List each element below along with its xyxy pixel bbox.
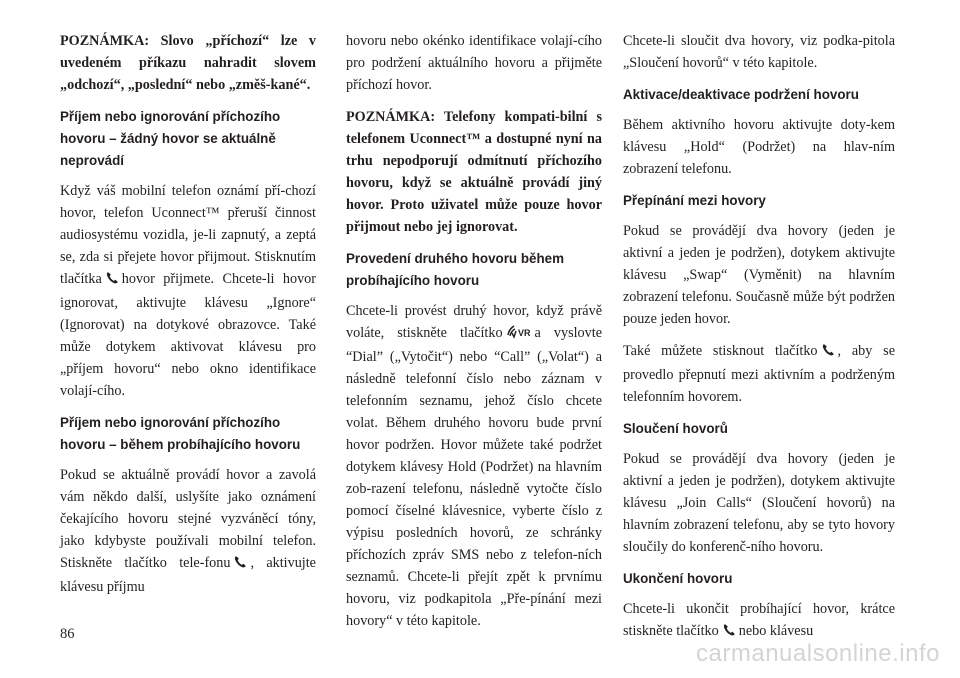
phone-icon: [821, 342, 835, 364]
note-incoming-word: POZNÁMKA: Slovo „příchozí“ lze v uvedeném příkazu nahradit slovem „odchozí“, „poslední“ nebo „změš-kané“.: [60, 33, 316, 93]
heading-swap: Přepínání mezi hovory: [623, 193, 766, 208]
watermark: carmanualsonline.info: [696, 640, 940, 667]
page-number: 86: [60, 626, 75, 642]
paragraph-hold: Během aktivního hovoru aktivujte doty-kem klávesu „Hold“ (Podržet) na hlav-ním zobrazení telefonu.: [623, 117, 895, 177]
paragraph-join-reference: Chcete-li sloučit dva hovory, viz podka-pitola „Sloučení hovorů“ v této kapitole.: [623, 33, 895, 71]
heading-join: Sloučení hovorů: [623, 421, 728, 436]
paragraph-end-call: Chcete-li ukončit probíhající hovor, krátce stiskněte tlačítko nebo klávesu: [623, 598, 895, 644]
heading-answer-during-call: Příjem nebo ignorování příchozího hovoru – během probíhajícího hovoru: [60, 415, 301, 452]
heading-end-call: Ukončení hovoru: [623, 571, 733, 586]
voice-recognition-icon: [506, 323, 532, 346]
note-compatible-phones: POZNÁMKA: Telefony kompati-bilní s telefonem Uconnect™ a dostupné nyní na trhu nepodporují odmítnutí příchozího hovoru, když se aktuálně provádí jiný hovor. Proto uživatel může pouze hovor přijmout nebo jej ignorovat.: [346, 109, 602, 235]
paragraph-swap-button: Také můžete stisknout tlačítko , aby se provedlo přepnutí mezi aktivním a podrženým telefonním hovorem.: [623, 343, 895, 405]
column-2: [346, 30, 602, 642]
paragraph-answer-during-call: Pokud se aktuálně provádí hovor a zavolá vám někdo další, uslyšíte jako oznámení čekajícího hovoru stejné vyzváněcí tóny, jako kdybyste používali mobilní telefon. Stiskněte tlačítko tele-fonu , aktivujte klávesu příjmu: [60, 467, 316, 595]
column-3: [623, 30, 895, 654]
paragraph-continuation: hovoru nebo okénko identifikace volají-cího pro podržení aktuálního hovoru a přijměte příchozí hovor.: [346, 33, 602, 93]
phone-icon: [105, 270, 119, 292]
paragraph-swap: Pokud se provádějí dva hovory (jeden je aktivní a jeden je podržen), dotykem aktivujte klávesu „Swap“ (Vyměnit) na hlavním zobrazení telefonu. Současně může být podržen pouze jeden hovor.: [623, 223, 895, 327]
column-1: [60, 30, 316, 608]
svg-text:VR: VR: [517, 328, 531, 338]
heading-second-call: Provedení druhého hovoru během probíhajícího hovoru: [346, 251, 564, 288]
paragraph-second-call: Chcete-li provést druhý hovor, když právě voláte, stiskněte tlačítko VR a vyslovte “Dial” („Vytočit“) nebo “Call” („Volat“) a následně telefonní číslo nebo záznam v telefonním seznamu, jehož číslo chcete volat. Během druhého hovoru bude první hovor podržen. Hovor můžete také podržet dotykem klávesy Hold (Podržet) na hlavním zob-razení telefonu, následně vytočte číslo pomocí číselné klávesnice, vyberte číslo z výpisu posledních hovorů, ze schránky příchozích zpráv SMS nebo z telefon-ních seznamů. Chcete-li přejít zpět k prvnímu hovoru, viz podkapitola „Pře-pínání mezi hovory“ v této kapitole.: [346, 303, 602, 629]
heading-hold: Aktivace/deaktivace podržení hovoru: [623, 87, 859, 102]
paragraph-answer-no-call: Když váš mobilní telefon oznámí pří-chozí hovor, telefon Uconnect™ přeruší činnost audiosystému vozidla, je-li zapnutý, a zeptá se, zda si přejete hovor přijmout. Stisknutím tlačítka hovor přijmete. Chcete-li hovor ignorovat, aktivujte klávesu „Ignore“ (Ignorovat) na dotykové obrazovce. Také může dotykem aktivovat klávesu pro „příjem hovoru“ nebo okno identifikace volají-cího.: [60, 183, 316, 399]
heading-answer-no-call: Příjem nebo ignorování příchozího hovoru – žádný hovor se aktuálně neprovádí: [60, 109, 281, 168]
phone-icon: [233, 554, 247, 576]
paragraph-join: Pokud se provádějí dva hovory (jeden je aktivní a jeden je podržen), dotykem aktivujte klávesu „Join Calls“ (Sloučení hovorů) na hlavním zobrazení telefonu, aby se tyto hovory sloučily do konferenč-ního hovoru.: [623, 451, 895, 555]
